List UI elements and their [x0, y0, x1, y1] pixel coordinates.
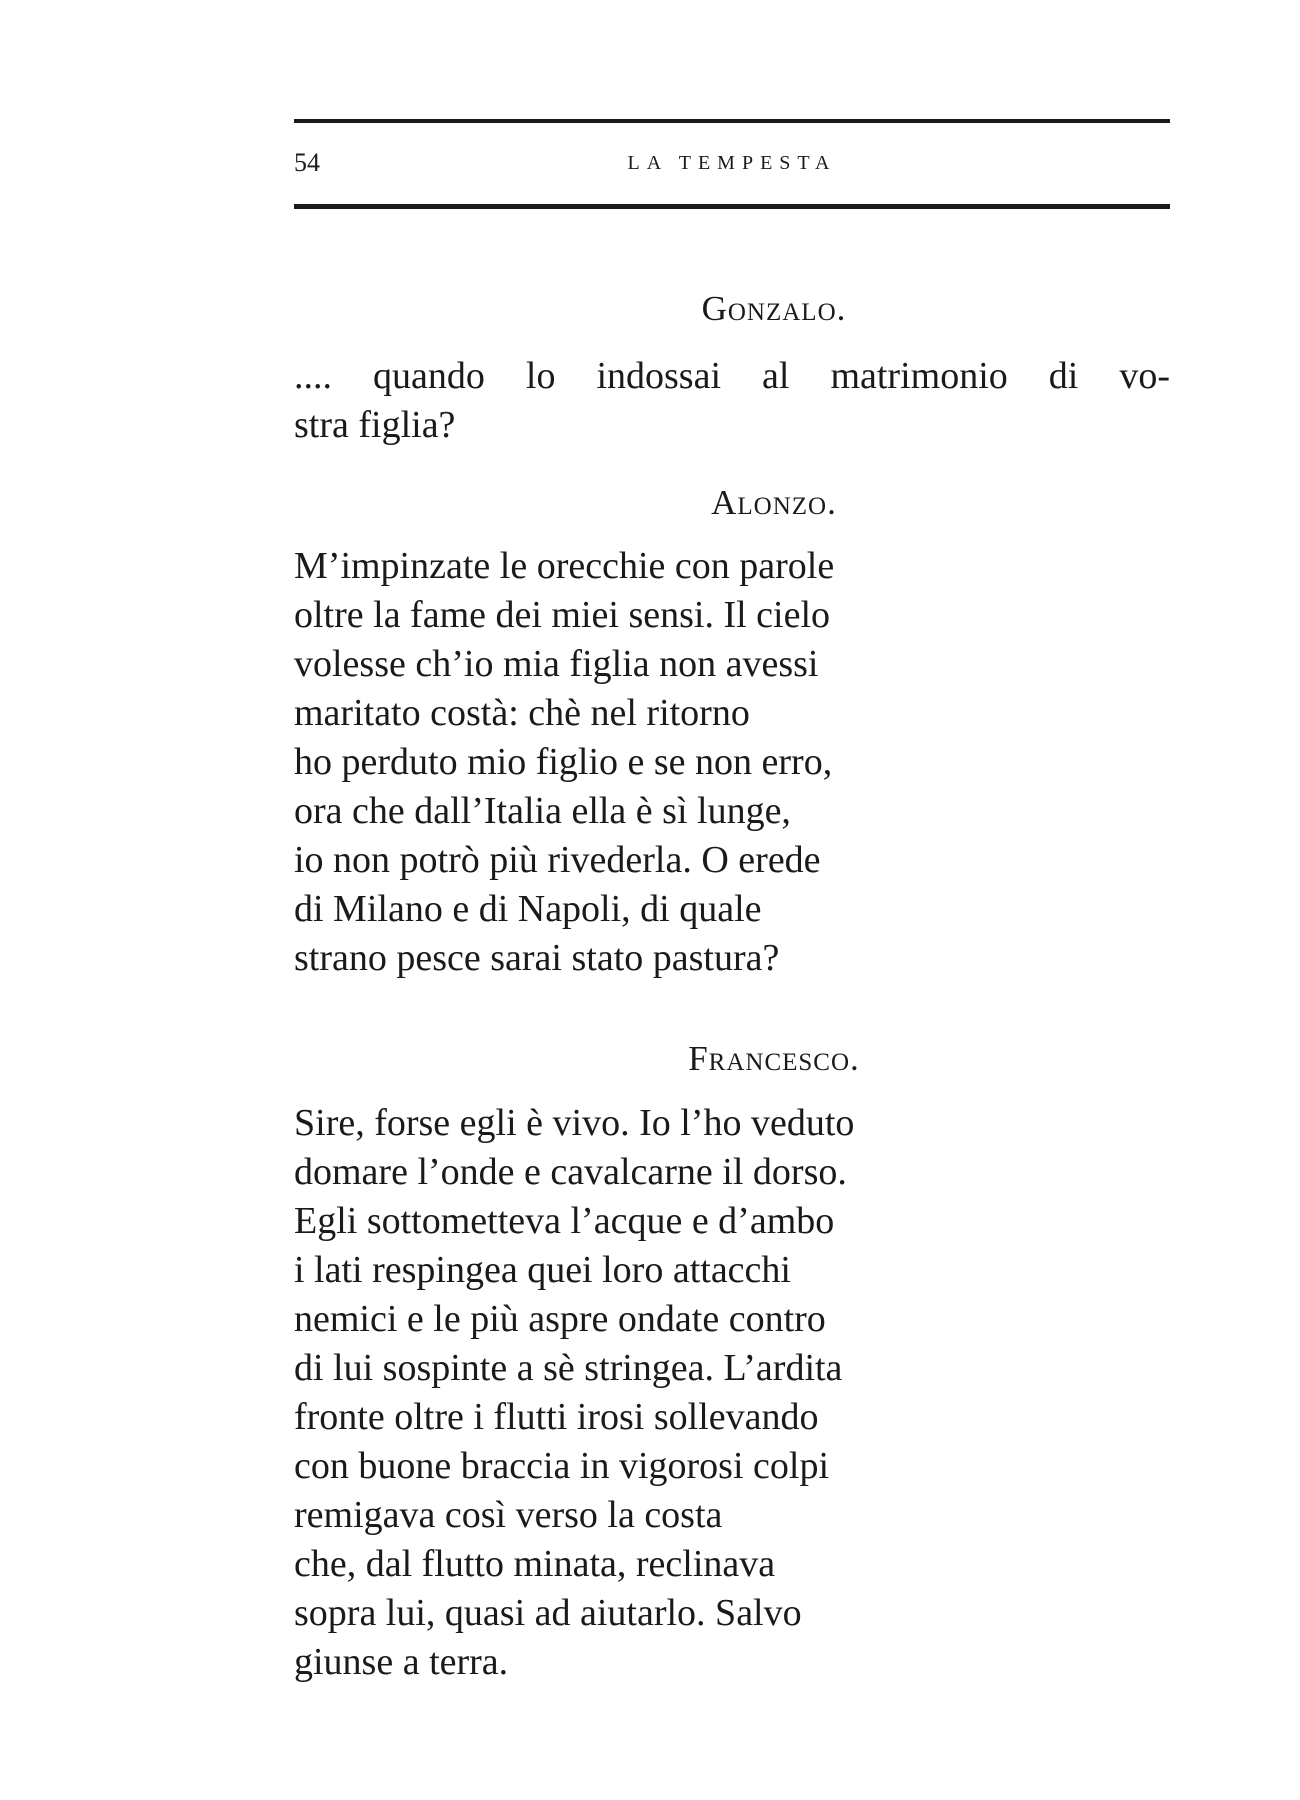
- speech-gonzalo: [294, 289, 1170, 329]
- verse-line: con buone braccia in vigorosi colpi: [294, 1445, 830, 1487]
- verse-line: ho perduto mio figlio e se non erro,: [294, 741, 833, 783]
- verse-line: domare l’onde e cavalcarne il dorso.: [294, 1151, 847, 1193]
- verse-line: oltre la fame dei miei sensi. Il cielo: [294, 594, 831, 636]
- verse-line: strano pesce sarai stato pastura?: [294, 937, 780, 979]
- verse-line: che, dal flutto minata, reclinava: [294, 1543, 776, 1585]
- speaker-name: Francesco.: [688, 1039, 860, 1078]
- verse-line: maritato costà: chè nel ritorno: [294, 692, 750, 734]
- verse-line: Sire, forse egli è vivo. Io l’ho veduto: [294, 1102, 855, 1144]
- page-number: 54: [294, 148, 320, 177]
- speaker-name: Alonzo.: [711, 483, 837, 522]
- speech-line: .... quando lo indossai al matrimonio di vo-: [294, 355, 1170, 397]
- speech-line: stra figlia?: [294, 404, 456, 446]
- speech-francesco-text: [294, 1099, 1170, 1687]
- verse-line: di Milano e di Napoli, di quale: [294, 888, 762, 930]
- speech-francesco: [294, 1039, 1170, 1079]
- running-title: LA TEMPESTA: [627, 152, 837, 174]
- speech-alonzo: [294, 483, 1170, 523]
- verse-line: ora che dall’Italia ella è sì lunge,: [294, 790, 791, 832]
- verse-line: Egli sottometteva l’acque e d’ambo: [294, 1200, 835, 1242]
- verse-line: volesse ch’io mia figlia non avessi: [294, 643, 819, 685]
- header-top-rule: [294, 119, 1170, 123]
- speech-gonzalo-text: [294, 352, 1170, 450]
- page-header: [294, 146, 1170, 186]
- verse-line: remigava così verso la costa: [294, 1494, 723, 1536]
- speaker-name: Gonzalo.: [701, 289, 847, 328]
- verse-line: giunse a terra.: [294, 1641, 509, 1683]
- verse-line: nemici e le più aspre ondate contro: [294, 1298, 826, 1340]
- verse-line: io non potrò più rivederla. O erede: [294, 839, 821, 881]
- verse-line: di lui sospinte a sè stringea. L’ardita: [294, 1347, 843, 1389]
- verse-line: fronte oltre i flutti irosi sollevando: [294, 1396, 819, 1438]
- verse-line: M’impinzate le orecchie con parole: [294, 545, 835, 587]
- header-bottom-rule: [294, 204, 1170, 209]
- verse-line: i lati respingea quei loro attacchi: [294, 1249, 791, 1291]
- verse-line: sopra lui, quasi ad aiutarlo. Salvo: [294, 1592, 802, 1634]
- speech-alonzo-text: [294, 542, 1170, 983]
